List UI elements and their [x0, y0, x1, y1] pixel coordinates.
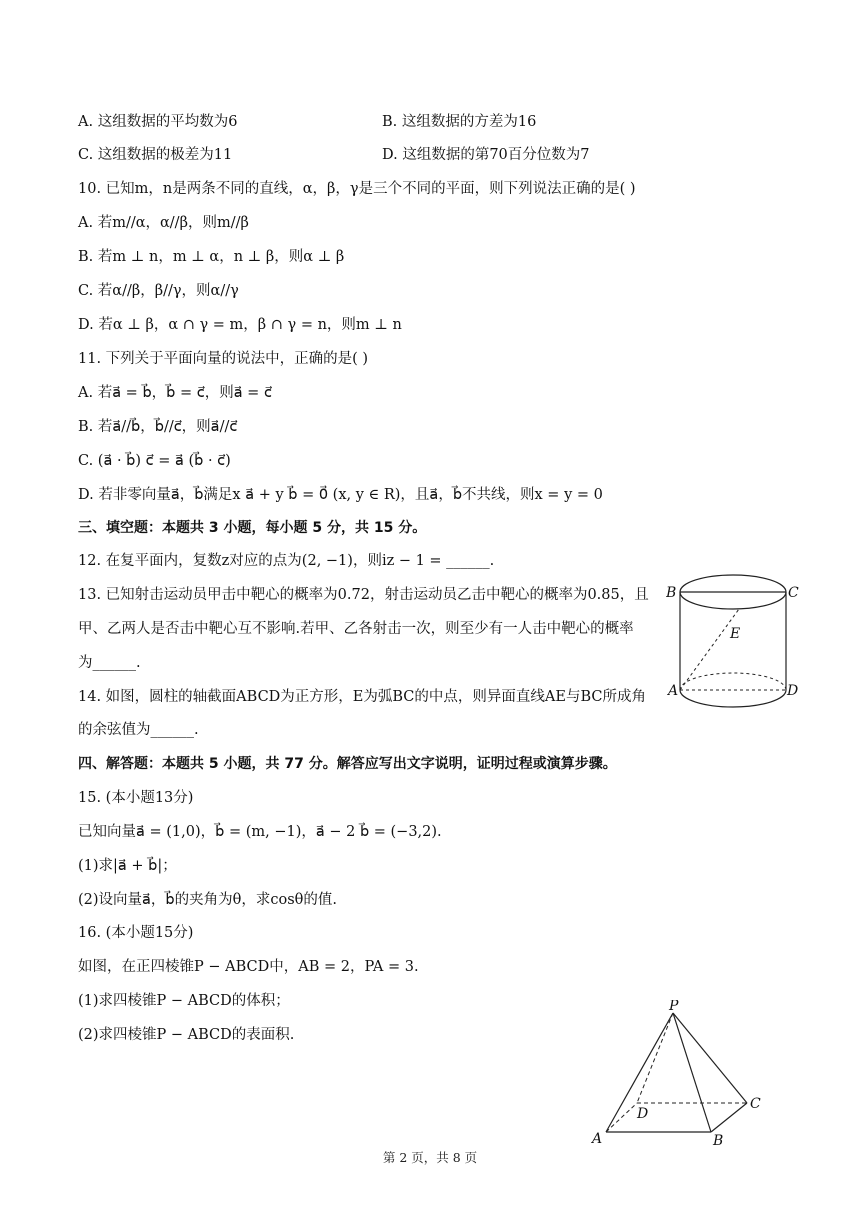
- edge-pb: [673, 1013, 711, 1132]
- edge-pc: [673, 1013, 747, 1103]
- edge-pd: [637, 1013, 673, 1103]
- q15-given: 已知向量a⃗ = (1,0)，b⃗ = (m, −1)，a⃗ − 2 b⃗ = (−3,2).: [78, 824, 442, 840]
- q11-option-c: C. (a⃗ · b⃗) c⃗ = a⃗ (b⃗ · c⃗): [78, 453, 231, 469]
- pyramid-label-c: C: [750, 1096, 761, 1112]
- q13-line-1: 13. 已知射击运动员甲击中靶心的概率为0.72，射击运动员乙击中靶心的概率为0.85，且: [78, 587, 649, 603]
- q10-option-a: A. 若m//α，α//β，则m//β: [78, 215, 249, 231]
- pyramid-label-b: B: [713, 1133, 724, 1149]
- q9-option-b: B. 这组数据的方差为16: [382, 114, 537, 130]
- cylinder-label-d: D: [787, 683, 799, 699]
- edge-bc: [711, 1103, 747, 1132]
- cylinder-bottom-front-arc: [680, 690, 786, 707]
- q15-heading: 15. (本小题13分): [78, 790, 194, 806]
- q14-line-1: 14. 如图，圆柱的轴截面ABCD为正方形，E为弧BC的中点，则异面直线AE与BC所成角: [78, 689, 646, 705]
- pyramid-label-a: A: [592, 1131, 603, 1147]
- cylinder-bottom-back-arc: [680, 673, 786, 690]
- q9-option-c: C. 这组数据的极差为11: [78, 147, 233, 163]
- edge-ad: [606, 1103, 637, 1132]
- q10-stem: 10. 已知m，n是两条不同的直线，α，β，γ是三个不同的平面，则下列说法正确的是( ): [78, 181, 636, 197]
- section-3-heading: 三、填空题：本题共 3 小题，每小题 5 分，共 15 分。: [78, 520, 427, 536]
- q13-line-2: 甲、乙两人是否击中靶心互不影响.若甲、乙各射击一次，则至少有一人击中靶心的概率: [78, 621, 634, 637]
- page-footer: 第 2 页，共 8 页: [382, 1150, 478, 1165]
- q10-option-d: D. 若α ⊥ β，α ∩ γ = m，β ∩ γ = n，则m ⊥ n: [78, 317, 402, 333]
- q11-option-d: D. 若非零向量a⃗，b⃗满足x a⃗ + y b⃗ = 0⃗ (x, y ∈ R)，且a⃗，b⃗不共线，则x = y = 0: [78, 487, 603, 503]
- cylinder-label-c: C: [788, 585, 799, 601]
- q10-option-b: B. 若m ⊥ n，m ⊥ α，n ⊥ β，则α ⊥ β: [78, 249, 345, 265]
- q16-heading: 16. (本小题15分): [78, 925, 194, 941]
- q9-option-a: A. 这组数据的平均数为6: [78, 114, 238, 130]
- cylinder-label-e: E: [730, 626, 741, 642]
- cylinder-figure: [666, 568, 806, 718]
- q10-option-c: C. 若α//β，β//γ，则α//γ: [78, 283, 239, 299]
- q15-part-1: (1)求|a⃗ + b⃗|；: [78, 858, 177, 874]
- q15-part-2: (2)设向量a⃗，b⃗的夹角为θ，求cosθ的值.: [78, 892, 337, 908]
- q12: 12. 在复平面内，复数z对应的点为(2, −1)，则iz − 1 = ______.: [78, 553, 495, 569]
- q16-part-1: (1)求四棱锥P − ABCD的体积；: [78, 993, 290, 1009]
- q11-option-a: A. 若a⃗ = b⃗，b⃗ = c⃗，则a⃗ = c⃗: [78, 385, 272, 401]
- pyramid-label-d: D: [637, 1106, 649, 1122]
- q9-option-d: D. 这组数据的第70百分位数为7: [382, 147, 590, 163]
- q14-line-2: 的余弦值为______.: [78, 722, 199, 738]
- q11-option-b: B. 若a⃗//b⃗，b⃗//c⃗，则a⃗//c⃗: [78, 419, 238, 435]
- q16-part-2: (2)求四棱锥P − ABCD的表面积.: [78, 1027, 295, 1043]
- cylinder-label-a: A: [668, 683, 679, 699]
- pyramid-figure: [585, 1000, 775, 1150]
- q13-line-3: 为______.: [78, 655, 141, 671]
- pyramid-label-p: P: [669, 1000, 679, 1014]
- segment-ae: [680, 609, 739, 690]
- section-4-heading: 四、解答题：本题共 5 小题，共 77 分。解答应写出文字说明，证明过程或演算步骤。: [78, 756, 617, 772]
- q11-stem: 11. 下列关于平面向量的说法中，正确的是( ): [78, 351, 369, 367]
- q16-given: 如图，在正四棱锥P − ABCD中，AB = 2，PA = 3.: [78, 959, 419, 975]
- cylinder-label-b: B: [666, 585, 677, 601]
